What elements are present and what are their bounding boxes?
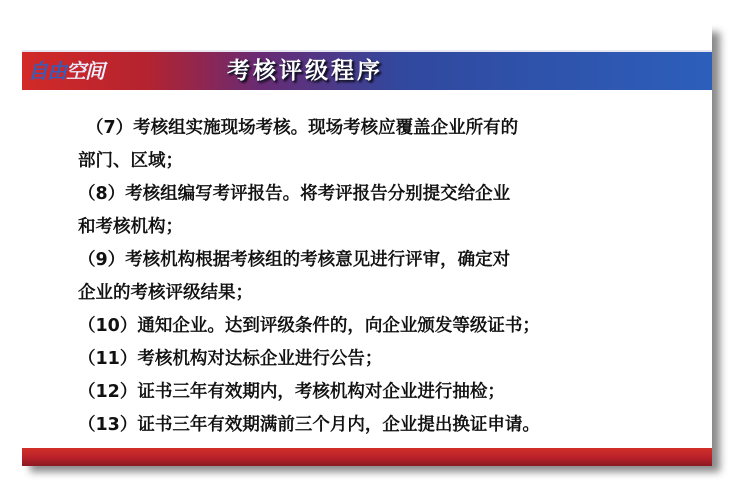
logo: [28, 58, 104, 84]
logo-char: 空: [66, 59, 85, 83]
content-line: （10）通知企业。达到评级条件的，向企业颁发等级证书；: [78, 316, 540, 336]
content-line: （11）考核机构对达标企业进行公告；: [78, 349, 383, 369]
content-line: （8）考核组编写考评报告。将考评报告分别提交给企业: [78, 184, 511, 204]
content-line: 和考核机构；: [78, 217, 183, 237]
content-line: 部门、区域；: [78, 151, 183, 171]
content-line: 企业的考核评级结果；: [78, 283, 253, 303]
content-line: （13）证书三年有效期满前三个月内，企业提出换证申请。: [78, 415, 540, 435]
content-line: （7）考核组实施现场考核。现场考核应覆盖企业所有的: [86, 118, 519, 138]
slide: [22, 24, 712, 464]
content-body: [78, 112, 688, 442]
logo-char: 自: [28, 59, 47, 83]
slide-title: 考核评级程序: [227, 58, 383, 84]
content-line: （12）证书三年有效期内，考核机构对企业进行抽检；: [78, 382, 505, 402]
logo-char: 由: [47, 59, 66, 83]
content-line: （9）考核机构根据考核组的考核意见进行评审，确定对: [78, 250, 511, 270]
logo-char: 间: [85, 59, 104, 83]
footer-bar: [22, 448, 712, 466]
title-bar: [22, 52, 712, 90]
